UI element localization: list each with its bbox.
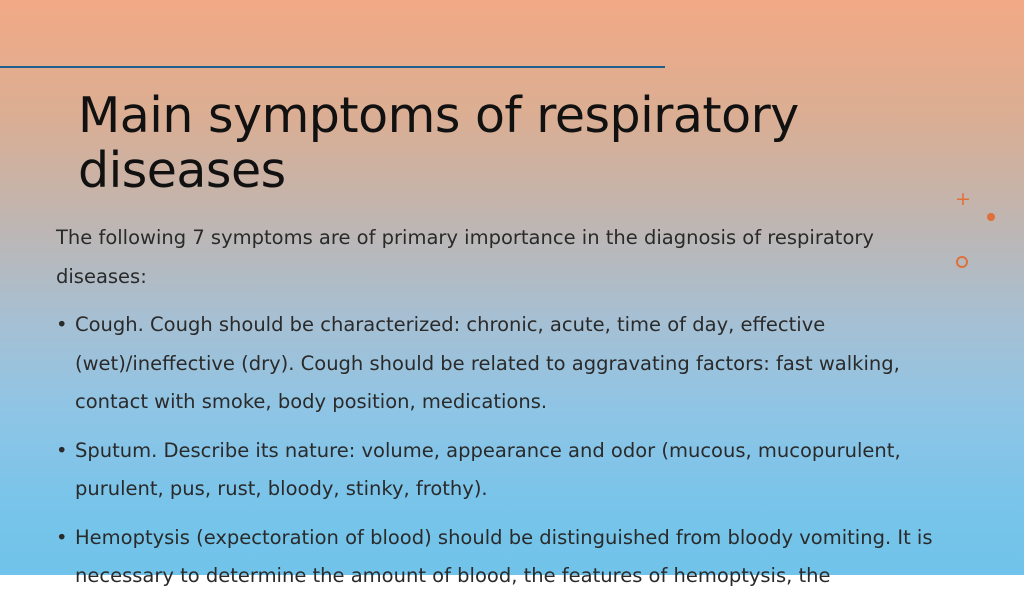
intro-text: The following 7 symptoms are of primary importance in the diagnosis of respiratory diseases: (56, 226, 874, 288)
symptom-list (56, 306, 966, 596)
bullet-icon: • (56, 525, 68, 549)
list-item-text: Cough. Cough should be characterized: chronic, acute, time of day, effective (wet)/ineffective (dry). Cough should be related to aggravating factors: fast walking, contact with smoke, body position, medications. (75, 313, 900, 413)
top-divider-line (0, 66, 665, 68)
dot-icon (987, 213, 995, 221)
bullet-icon: • (56, 313, 68, 336)
list-item-text: Hemoptysis (expectoration of blood) should be distinguished from bloody vomiting. It is necessary to determine the amount of blood, the features of hemoptysis, the (75, 525, 933, 587)
list-item (56, 432, 966, 509)
slide-body (56, 219, 966, 606)
plus-icon: + (955, 188, 971, 210)
list-item-text: Sputum. Describe its nature: volume, appearance and odor (mucous, mucopurulent, purulent, pus, rust, bloody, stinky, frothy). (75, 438, 901, 500)
bullet-icon: • (56, 438, 68, 462)
list-item (56, 306, 966, 422)
slide-title: Main symptoms of respiratory diseases (78, 87, 799, 199)
list-item (56, 519, 966, 596)
